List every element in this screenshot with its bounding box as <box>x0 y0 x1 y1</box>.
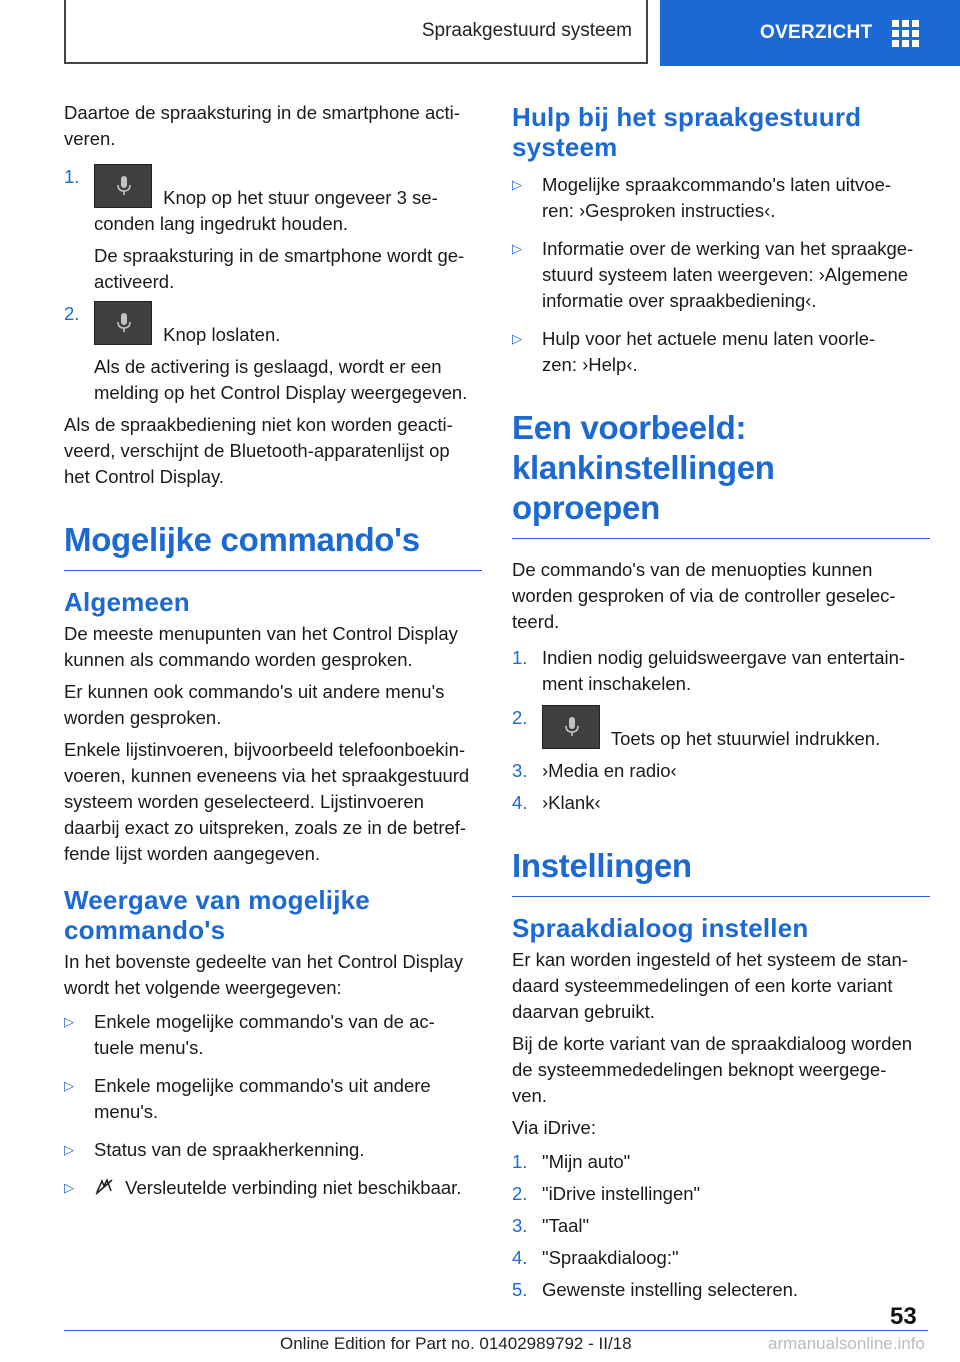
step-text: "Mijn auto" <box>542 1151 631 1172</box>
general-paragraph: Er kunnen ook commando's uit andere menu's worden gesproken. <box>64 681 445 728</box>
right-column <box>512 100 930 1309</box>
step-number: 4. <box>512 792 528 813</box>
dialog-paragraph: Bij de korte variant van de spraakdialoog worden de systeemmededelingen beknopt weergege- ven. <box>512 1033 913 1106</box>
list-item <box>64 1175 482 1201</box>
bullet-text: Status van de spraakherkenning. <box>94 1139 365 1160</box>
header-section-title-box <box>64 0 648 64</box>
list-item <box>64 1073 482 1125</box>
triangle-bullet-icon: ▷ <box>64 1078 74 1093</box>
step-text: "iDrive instellingen" <box>542 1183 701 1204</box>
step-text: "Spraakdialoog:" <box>542 1247 679 1268</box>
bullet-text: Enkele mogelijke commando's van de ac- tuele menu's. <box>94 1011 435 1058</box>
step-number: 1. <box>64 166 80 187</box>
step-number: 2. <box>512 707 528 728</box>
list-item <box>512 758 930 784</box>
dialog-paragraph: Er kan worden ingesteld of het systeem de stan- daard systeemmedelingen of een korte variant daarvan gebruikt. <box>512 949 908 1022</box>
dialog-paragraph: Via iDrive: <box>512 1117 596 1138</box>
step-text: "Taal" <box>542 1215 590 1236</box>
step-number: 1. <box>512 1151 528 1172</box>
list-item <box>512 172 930 224</box>
encryption-unavailable-icon <box>94 1177 114 1195</box>
list-item <box>64 1137 482 1163</box>
bullet-text: Hulp voor het actuele menu laten voorle- zen: ›Help‹. <box>542 328 876 375</box>
footer-edition: Online Edition for Part no. 01402989792 - II/18 <box>280 1334 632 1353</box>
display-intro: In het bovenste gedeelte van het Control Display wordt het volgende weergegeven: <box>64 951 464 998</box>
triangle-bullet-icon: ▷ <box>64 1142 74 1157</box>
left-column <box>64 100 482 1207</box>
bullet-text: Versleutelde verbinding niet beschikbaar. <box>125 1177 462 1198</box>
overview-nav-button[interactable] <box>660 0 960 66</box>
triangle-bullet-icon: ▷ <box>64 1180 74 1195</box>
step-text: Knop loslaten. <box>163 324 281 345</box>
after-steps-text: Als de spraakbediening niet kon worden geacti- veerd, verschijnt de Bluetooth-apparatenlijst op het Control Display. <box>64 414 453 487</box>
step-text: ›Media en radio‹ <box>542 760 677 781</box>
step-number: 1. <box>512 647 528 668</box>
step-number: 3. <box>512 760 528 781</box>
help-bullets <box>512 172 930 378</box>
step-text: Indien nodig geluidsweergave van entertain- ment inschakelen. <box>542 647 906 694</box>
example-intro: De commando's van de menuopties kunnen worden gesproken of via de controller geselec- teerd. <box>512 559 896 632</box>
activation-steps <box>64 164 482 406</box>
list-item <box>512 236 930 314</box>
list-item <box>512 705 930 752</box>
heading-settings: Instellingen <box>512 846 930 897</box>
step-sub-text: De spraaksturing in de smartphone wordt ge- activeerd. <box>94 245 465 292</box>
section-title: Spraakgestuurd systeem <box>421 20 632 41</box>
heading-display-commands: Weergave van mogelijke commando's <box>64 885 370 945</box>
intro-text: Daartoe de spraaksturing in de smartphone acti- veren. <box>64 102 460 149</box>
list-item <box>512 1181 930 1207</box>
heading-help: Hulp bij het spraakgestuurd systeem <box>512 102 862 162</box>
bullet-text: Informatie over de werking van het spraakge- stuurd systeem laten weergeven: ›Algemene informatie over spraakbediening‹. <box>542 238 914 311</box>
heading-voice-dialog: Spraakdialoog instellen <box>512 913 809 943</box>
microphone-button-icon <box>94 164 152 208</box>
step-number: 3. <box>512 1215 528 1236</box>
step-sub-text: Als de activering is geslaagd, wordt er een melding op het Control Display weergegeven. <box>94 356 468 403</box>
list-item <box>512 790 930 816</box>
page-number: 53 <box>890 1303 917 1330</box>
bullet-text: Enkele mogelijke commando's uit andere menu's. <box>94 1075 431 1122</box>
triangle-bullet-icon: ▷ <box>512 177 522 192</box>
list-item <box>512 1213 930 1239</box>
list-item <box>512 326 930 378</box>
list-item <box>64 1009 482 1061</box>
heading-example: Een voorbeeld: klankinstellingen oproepen <box>512 408 930 539</box>
step-number: 2. <box>64 303 80 324</box>
list-item <box>512 1245 930 1271</box>
list-item <box>64 301 482 406</box>
dialog-steps <box>512 1149 930 1303</box>
heading-possible-commands: Mogelijke commando's <box>64 520 482 571</box>
list-item <box>64 164 482 295</box>
footer-divider <box>64 1330 928 1331</box>
general-paragraph: De meeste menupunten van het Control Display kunnen als commando worden gesproken. <box>64 623 458 670</box>
microphone-button-icon <box>542 705 600 749</box>
grid-icon <box>892 20 919 47</box>
overview-label: OVERZICHT <box>760 22 873 43</box>
triangle-bullet-icon: ▷ <box>512 241 522 256</box>
heading-general: Algemeen <box>64 587 190 617</box>
step-text: Knop op het stuur ongeveer 3 se- conden lang ingedrukt houden. <box>94 187 438 234</box>
step-number: 5. <box>512 1279 528 1300</box>
step-number: 4. <box>512 1247 528 1268</box>
step-number: 2. <box>512 1183 528 1204</box>
general-paragraph: Enkele lijstinvoeren, bijvoorbeeld telefoonboekin- voeren, kunnen eveneens via het spraakgestuurd systeem worden geselecteerd. Lijstinvoeren daarbij exact zo uitspreken, zoals ze in de betref- fende lijst worden aangegeven. <box>64 739 470 864</box>
step-text: ›Klank‹ <box>542 792 601 813</box>
list-item <box>512 645 930 697</box>
watermark: armanualsonline.info <box>768 1334 925 1353</box>
step-text: Gewenste instelling selecteren. <box>542 1279 799 1300</box>
display-bullets <box>64 1009 482 1201</box>
example-steps <box>512 645 930 816</box>
microphone-button-icon <box>94 301 152 345</box>
triangle-bullet-icon: ▷ <box>64 1014 74 1029</box>
step-text: Toets op het stuurwiel indrukken. <box>610 728 881 749</box>
bullet-text: Mogelijke spraakcommando's laten uitvoe- ren: ›Gesproken instructies‹. <box>542 174 892 221</box>
triangle-bullet-icon: ▷ <box>512 331 522 346</box>
list-item <box>512 1149 930 1175</box>
list-item <box>512 1277 930 1303</box>
